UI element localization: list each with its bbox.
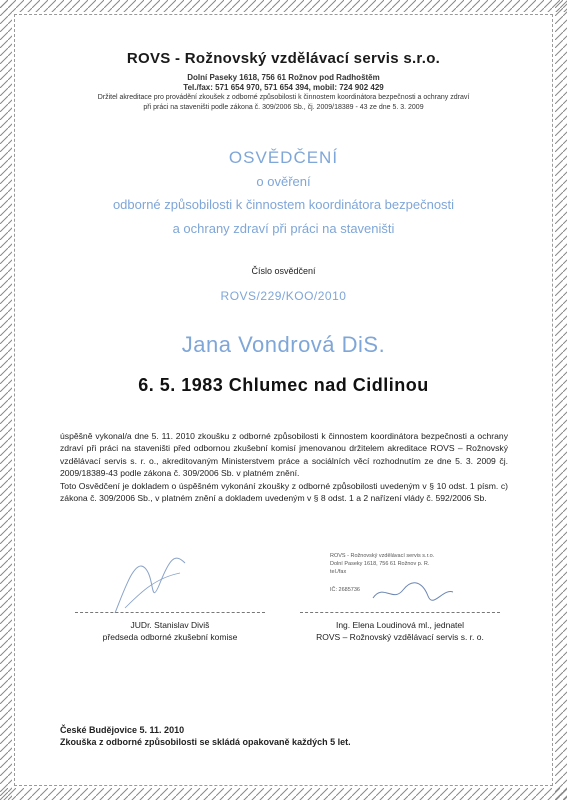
certificate-number-label: Číslo osvědčení <box>251 266 316 276</box>
decorative-border-left <box>0 0 12 800</box>
decorative-border-bottom <box>0 788 567 800</box>
left-signature-line <box>75 612 265 613</box>
place-and-date: České Budějovice 5. 11. 2010 <box>60 725 185 735</box>
decorative-border-top <box>0 0 567 12</box>
stamp-line-3: tel./fax <box>330 569 347 575</box>
organization-address: Dolní Paseky 1618, 756 61 Rožnov pod Radhoštěm <box>187 73 380 82</box>
body-paragraph-2: Toto Osvědčení je dokladem o úspěšném vykonání zkoušky z odborné způsobilosti uvedeným v § 10 odst. 1 písm. c) zákona č. 309/2006 Sb., v platném znění a dokladem uvedeným v § 8 odst. 1 a 2 nařízení vlády č. 592/2006 Sb. <box>60 480 508 504</box>
certificate-subtitle-3: a ochrany zdraví při práci na staveništi <box>172 221 395 236</box>
body-paragraph-1: úspěšně vykonal/a dne 5. 11. 2010 zkoušku z odborné způsobilosti k činnostem koordinátora bezpečnosti a ochrany zdraví při práci na staveništi před odbornou zkušební komisí jmenovanou držitelem akreditace ROVS – Rožnovský vzdělávací servis s. r. o., akreditovaným Ministerstvem práce a sociálních věcí rozhodnutím ze dne 5. 3. 2009 čj. 2009/18389-43 podle zákona č. 309/2006 Sb. v platném znění. <box>60 431 508 479</box>
left-signatory-name: JUDr. Stanislav Diviš <box>130 620 210 630</box>
certificate-number-value: ROVS/229/KOO/2010 <box>220 289 347 303</box>
decorative-border-right <box>555 0 567 800</box>
left-signature-scribble <box>105 548 195 618</box>
left-signatory-role: předseda odborné zkušební komise <box>102 632 238 642</box>
right-signature-line <box>300 612 500 613</box>
accreditation-line-2: při práci na staveništi podle zákona č. 309/2006 Sb., čj. 2009/18389 - 43 ze dne 5. 3. 2009 <box>143 104 424 111</box>
holder-name: Jana Vondrová DiS. <box>181 332 386 357</box>
right-signature-scribble <box>368 578 458 608</box>
right-signatory-name: Ing. Elena Loudinová ml., jednatel <box>335 620 465 630</box>
organization-contacts: Tel./fax: 571 654 970, 571 654 394, mobil: 724 902 429 <box>183 83 384 92</box>
certificate-title: OSVĚDČENÍ <box>228 148 339 167</box>
right-signatory-role: ROVS – Rožnovský vzdělávací servis s. r. o. <box>316 632 484 642</box>
stamp-line-4: IČ: 2685736 <box>330 587 360 593</box>
organization-title: ROVS - Rožnovský vzdělávací servis s.r.o. <box>126 50 441 67</box>
repeat-note: Zkouška z odborné způsobilosti se skládá opakovaně každých 5 let. <box>60 737 351 747</box>
stamp-line-2: Dolní Paseky 1618, 756 61 Rožnov p. R. <box>330 561 430 567</box>
certificate-subtitle-1: o ověření <box>256 174 311 189</box>
inner-frame <box>14 14 553 786</box>
holder-birth-info: 6. 5. 1983 Chlumec nad Cidlinou <box>138 375 429 395</box>
stamp-line-1: ROVS - Rožnovský vzdělávací servis s.r.o. <box>330 553 435 559</box>
certificate-subtitle-2: odborné způsobilosti k činnostem koordinátora bezpečnosti <box>112 197 455 212</box>
accreditation-line-1: Držitel akreditace pro provádění zkoušek z odborné způsobilosti k činnostem koordinátora bezpečnosti a ochrany zdraví <box>97 94 470 101</box>
certificate-body <box>60 430 508 504</box>
